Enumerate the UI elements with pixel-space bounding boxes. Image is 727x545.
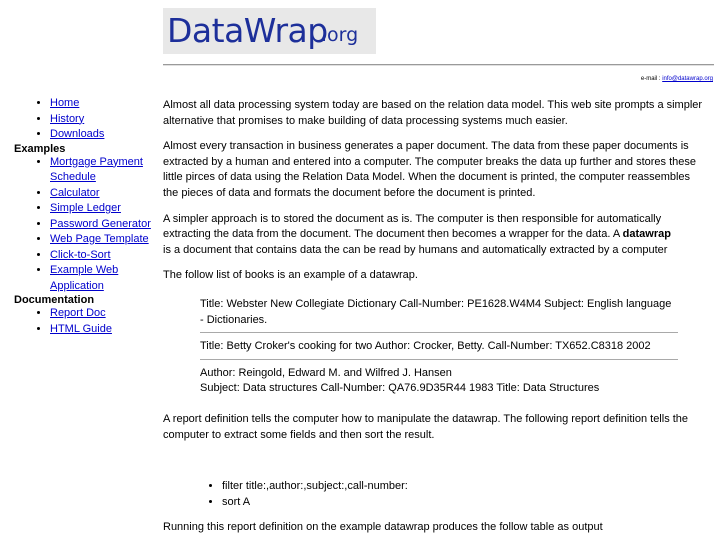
output-paragraph: Running this report definition on the example datawrap produces the follow table as output [163,521,603,534]
html-guide-link[interactable]: HTML Guide [50,322,112,335]
email-label: e-mail : [640,76,661,82]
main-content [163,98,703,536]
history-link[interactable]: History [50,112,85,125]
password-generator-link[interactable]: Password Generator [50,217,151,230]
examples-heading: Examples [14,142,66,155]
sidebar-item-downloads [50,127,154,143]
sidebar-item-html-guide [50,322,154,338]
book-entry-text: Title: Webster New Collegiate Dictionary Call-Number: PE1628.W4M4 Subject: English language - Dictionaries. [200,297,672,326]
sidebar-item-ledger [50,201,154,217]
sort-item: • sort A [222,495,703,511]
datawrap-term: datawrap [622,228,671,241]
sidebar-item-template [50,232,154,248]
sidebar-item-password [50,217,154,233]
book-entry-text: Title: Betty Croker's cooking for two Author: Crocker, Betty. Call-Number: TX652.C8318 2002 [200,340,651,353]
business-paragraph: Almost every transaction in business generates a paper document. The data from these paper documents is extracted by a human and entered into a computer. The computer breaks the data up further and stores these little pirces of data using the Relation Data Model. When the document is printed, the computer reassembles the pieces of data and formats the document before the document is printed. [163,140,697,199]
book-entry-data-structures [200,359,678,401]
sidebar-item-web-app [50,263,154,294]
email-link[interactable]: info@datawrap.org [662,76,713,82]
datawrap-definition-paragraph [163,212,703,259]
filter-item: • filter title:,author:,subject:,call-number: [222,479,703,495]
report-definition-list [163,479,703,510]
book-entry-betty-crocker [200,332,678,359]
sidebar-examples-nav [14,155,154,295]
logo-domain-suffix: .org [321,24,359,46]
book-entry-webster [200,295,678,332]
intro-paragraph: Almost all data processing system today are based on the relation data model. This web site prompts a simpler alternative that promises to make building of data processing systems much easier. [163,99,703,127]
datawrap-definition-tail: is a document that contains data the can be read by humans and automatically extracted by a computer [163,243,668,256]
site-logo [163,8,376,54]
home-link[interactable]: Home [50,97,80,109]
header-divider [163,64,714,66]
web-page-template-link[interactable]: Web Page Template [50,233,149,245]
logo-wordmark: DataWrap [167,11,328,50]
sidebar [14,96,154,337]
sidebar-item-history [50,112,154,128]
sidebar-item-mortgage [50,155,154,186]
sidebar-documentation-nav [14,306,154,337]
mortgage-payment-schedule-link[interactable]: Mortgage Payment Schedule [50,155,143,183]
sidebar-item-report-doc [50,306,154,322]
sidebar-item-calculator [50,186,154,202]
sidebar-item-click-to-sort [50,248,154,264]
book-entry-text: Author: Reingold, Edward M. and Wilfred J. Hansen [200,366,452,379]
book-entry-text-line2: Subject: Data structures Call-Number: QA76.9D35R44 1983 Title: Data Structures [200,382,600,395]
downloads-link[interactable]: Downloads [50,128,105,140]
report-doc-link[interactable]: Report Doc [50,307,106,319]
documentation-heading: Documentation [14,294,95,306]
book-list [200,295,678,401]
example-web-application-link[interactable]: Example Web Application [50,264,119,292]
report-definition-paragraph: A report definition tells the computer how to manipulate the datawrap. The following report definition tells the computer to extract some fields and then sort the result. [163,412,689,441]
contact-email [641,76,713,82]
calculator-link[interactable]: Calculator [50,186,100,199]
sidebar-main-nav [14,96,154,143]
datawrap-definition-text: A simpler approach is to stored the document as is. The computer is then responsible for automatically extracting the data from the document. The document then becomes a wrapper for the data. A [163,212,662,241]
simple-ledger-link[interactable]: Simple Ledger [50,202,121,214]
books-intro-paragraph: The follow list of books is an example of a datawrap. [163,269,418,282]
click-to-sort-link[interactable]: Click-to-Sort [50,248,111,261]
sidebar-item-home [50,96,154,112]
